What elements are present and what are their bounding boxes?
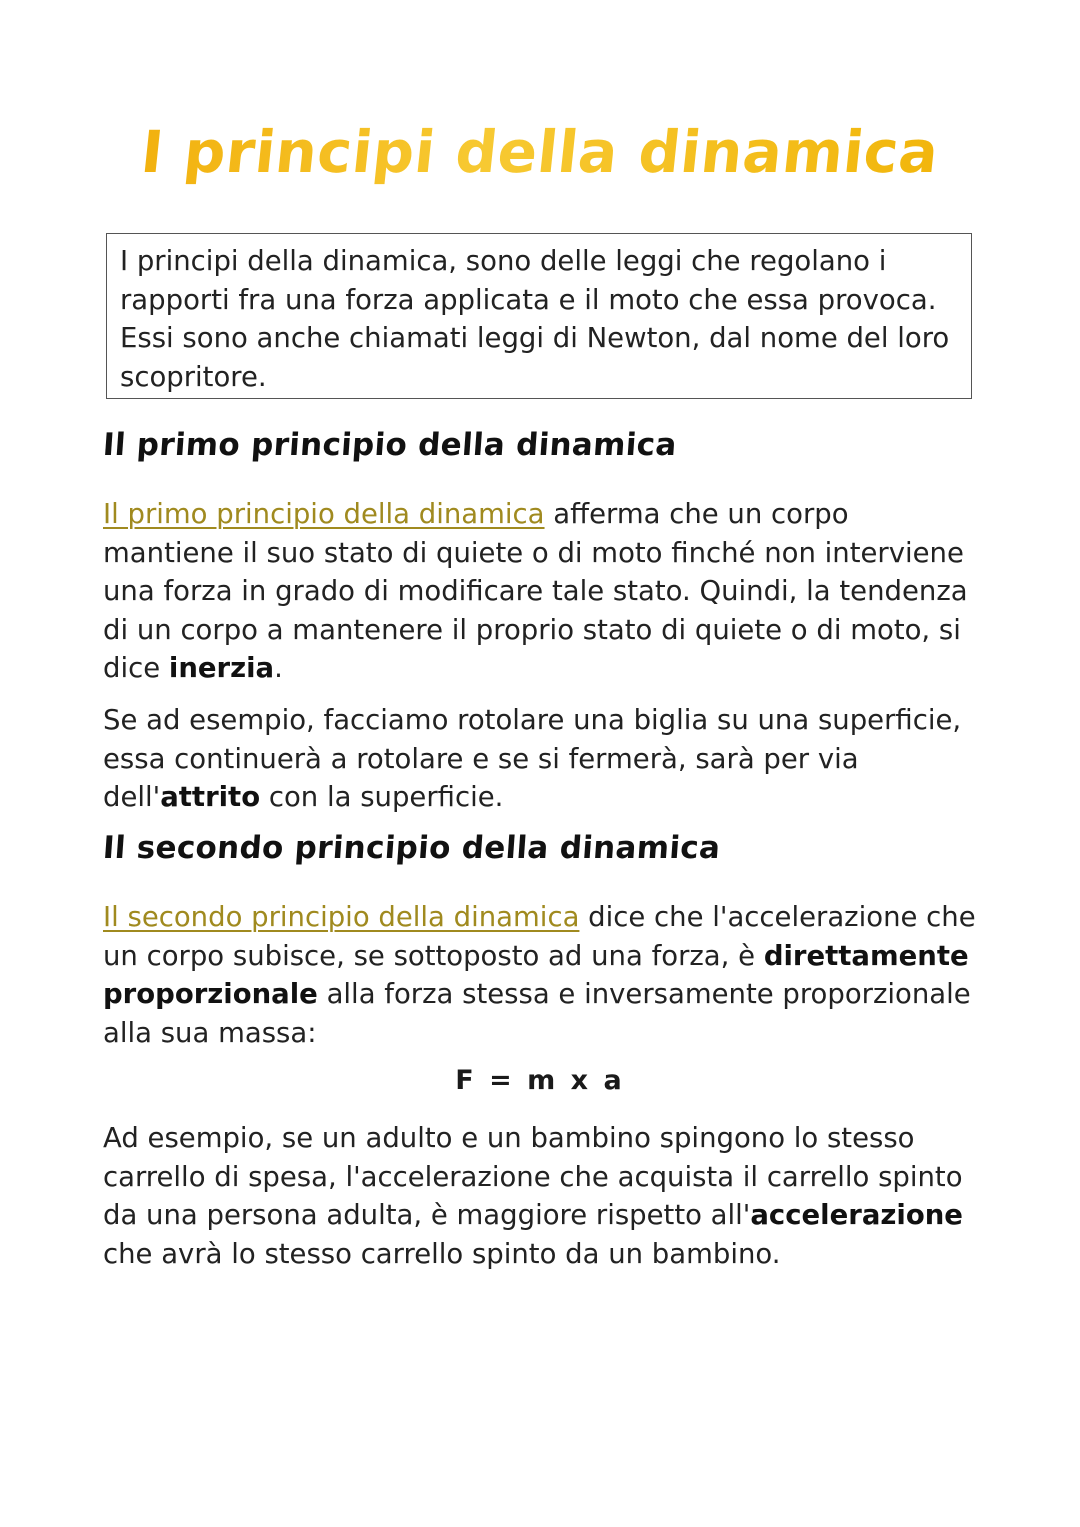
first-principle-text: afferma che un corpo mantiene il suo stato di quiete o di moto finché non interviene una forza in grado di modificare tale stato. Quindi, la tendenza di un corpo a mantenere il proprio stato di quiete o di moto, si dice xyxy=(103,498,968,684)
second-principle-link[interactable]: Il secondo principio della dinamica xyxy=(103,901,580,933)
marble-example-paragraph xyxy=(103,701,983,817)
cart-example-paragraph xyxy=(103,1119,983,1273)
intro-text: I principi della dinamica, sono delle leggi che regolano i rapporti fra una forza applicata e il moto che essa provoca. Essi sono anche chiamati leggi di Newton, dal nome del loro scopritore. xyxy=(120,245,950,393)
inertia-term: inerzia xyxy=(168,652,275,684)
page-title: I principi della dinamica xyxy=(0,118,1080,186)
first-principle-link[interactable]: Il primo principio della dinamica xyxy=(103,498,545,530)
marble-example-end: con la superficie. xyxy=(260,781,504,813)
second-principle-text: dice che l'accelerazione che un corpo subisce, se sottoposto ad una forza, è xyxy=(103,901,976,972)
section-heading-first-principle: Il primo principio della dinamica xyxy=(101,427,678,463)
newton-formula: F = m x a xyxy=(455,1065,625,1096)
second-principle-end: alla forza stessa e inversamente proporzionale alla sua massa: xyxy=(103,978,971,1049)
friction-term: attrito xyxy=(160,781,261,813)
section-heading-second-principle: Il secondo principio della dinamica xyxy=(101,830,722,866)
first-principle-paragraph xyxy=(103,495,983,688)
intro-box xyxy=(106,233,972,399)
second-principle-paragraph xyxy=(103,898,983,1052)
marble-example-text: Se ad esempio, facciamo rotolare una biglia su una superficie, essa continuerà a rotolare e se si fermerà, sarà per via dell' xyxy=(103,704,962,813)
cart-example-text: Ad esempio, se un adulto e un bambino spingono lo stesso carrello di spesa, l'accelerazione che acquista il carrello spinto da una persona adulta, è maggiore rispetto all' xyxy=(103,1122,963,1231)
direct-proportion-term: direttamente proporzionale xyxy=(103,939,969,1010)
acceleration-term: accelerazione xyxy=(750,1199,963,1231)
cart-example-end: che avrà lo stesso carrello spinto da un bambino. xyxy=(103,1237,781,1270)
first-principle-end: . xyxy=(274,652,283,684)
